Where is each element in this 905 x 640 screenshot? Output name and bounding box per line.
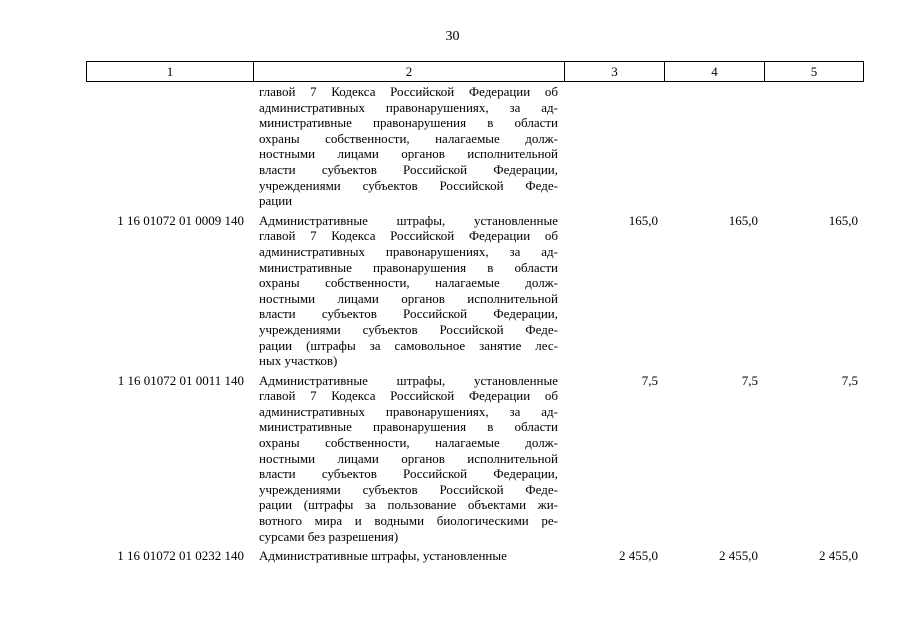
description-line: министративные правонарушения в области [259, 419, 558, 435]
description-line: учреждениями субъектов Российской Феде- [259, 321, 558, 337]
column-header-2: 2 [254, 62, 565, 81]
description-line: охраны собственности, налагаемые долж- [259, 275, 558, 291]
description-line: учреждениями субъектов Российской Феде- [259, 481, 558, 497]
amount-col-4 [664, 84, 764, 209]
description-line: охраны собственности, налагаемые долж- [259, 130, 558, 146]
page-number: 30 [445, 29, 460, 44]
table-body [86, 84, 864, 564]
column-header-4: 4 [665, 62, 765, 81]
description-line: ностными лицами органов исполнительной [259, 290, 558, 306]
description-line: главой 7 Кодекса Российской Федерации об [259, 84, 558, 99]
description-line: Административные штрафы, установленные [259, 212, 558, 228]
description-line: ностными лицами органов исполнительной [259, 450, 558, 466]
amount-col-5: 2 455,0 [819, 548, 858, 564]
description-line: власти субъектов Российской Федерации, [259, 161, 558, 177]
column-header-3: 3 [565, 62, 665, 81]
table-row [86, 373, 864, 545]
description-line: власти субъектов Российской Федерации, [259, 466, 558, 482]
description-line: ных участков) [259, 353, 338, 369]
description-line: министративные правонарушения в области [259, 115, 558, 131]
amount-col-3: 165,0 [628, 212, 658, 228]
budget-code [86, 84, 253, 209]
description-line: вотного мира и водными биологическими ре- [259, 513, 558, 529]
income-description [253, 373, 564, 545]
amount-col-4: 165,0 [728, 212, 758, 228]
amount-col-3 [564, 84, 664, 209]
description-line: ностными лицами органов исполнительной [259, 146, 558, 162]
description-line: Административные штрафы, установленные [259, 548, 507, 564]
amount-col-3: 7,5 [641, 372, 658, 388]
column-header-5: 5 [810, 64, 818, 79]
description-line: главой 7 Кодекса Российской Федерации об [259, 228, 558, 244]
description-line: административных правонарушениях, за ад- [259, 99, 558, 115]
description-line: административных правонарушениях, за ад- [259, 403, 558, 419]
amount-col-5: 7,5 [841, 372, 858, 388]
description-line: власти субъектов Российской Федерации, [259, 306, 558, 322]
budget-code: 1 16 01072 01 0011 140 [117, 372, 244, 388]
amount-col-3: 2 455,0 [619, 548, 658, 564]
income-description [253, 213, 564, 369]
income-description [253, 548, 564, 564]
budget-code: 1 16 01072 01 0232 140 [117, 548, 244, 564]
description-line: рации [259, 193, 293, 209]
budget-code: 1 16 01072 01 0009 140 [117, 212, 244, 228]
table-row [86, 84, 864, 209]
table-row [86, 213, 864, 369]
table-row [86, 548, 864, 564]
description-line: Административные штрафы, установленные [259, 372, 558, 388]
column-header-1: 1 [87, 62, 254, 81]
table-header [86, 61, 864, 82]
description-line: охраны собственности, налагаемые долж- [259, 435, 558, 451]
description-line: рации (штрафы за самовольное занятие лес- [259, 337, 558, 353]
amount-col-4: 7,5 [741, 372, 758, 388]
description-line: рации (штрафы за пользование объектами жи- [259, 497, 558, 513]
income-description [253, 84, 564, 209]
description-line: учреждениями субъектов Российской Феде- [259, 177, 558, 193]
amount-col-4: 2 455,0 [719, 548, 758, 564]
amount-col-5: 165,0 [828, 212, 858, 228]
amount-col-5 [764, 84, 862, 209]
description-line: административных правонарушениях, за ад- [259, 243, 558, 259]
description-line: главой 7 Кодекса Российской Федерации об [259, 388, 558, 404]
description-line: министративные правонарушения в области [259, 259, 558, 275]
description-line: сурсами без разрешения) [259, 528, 399, 544]
